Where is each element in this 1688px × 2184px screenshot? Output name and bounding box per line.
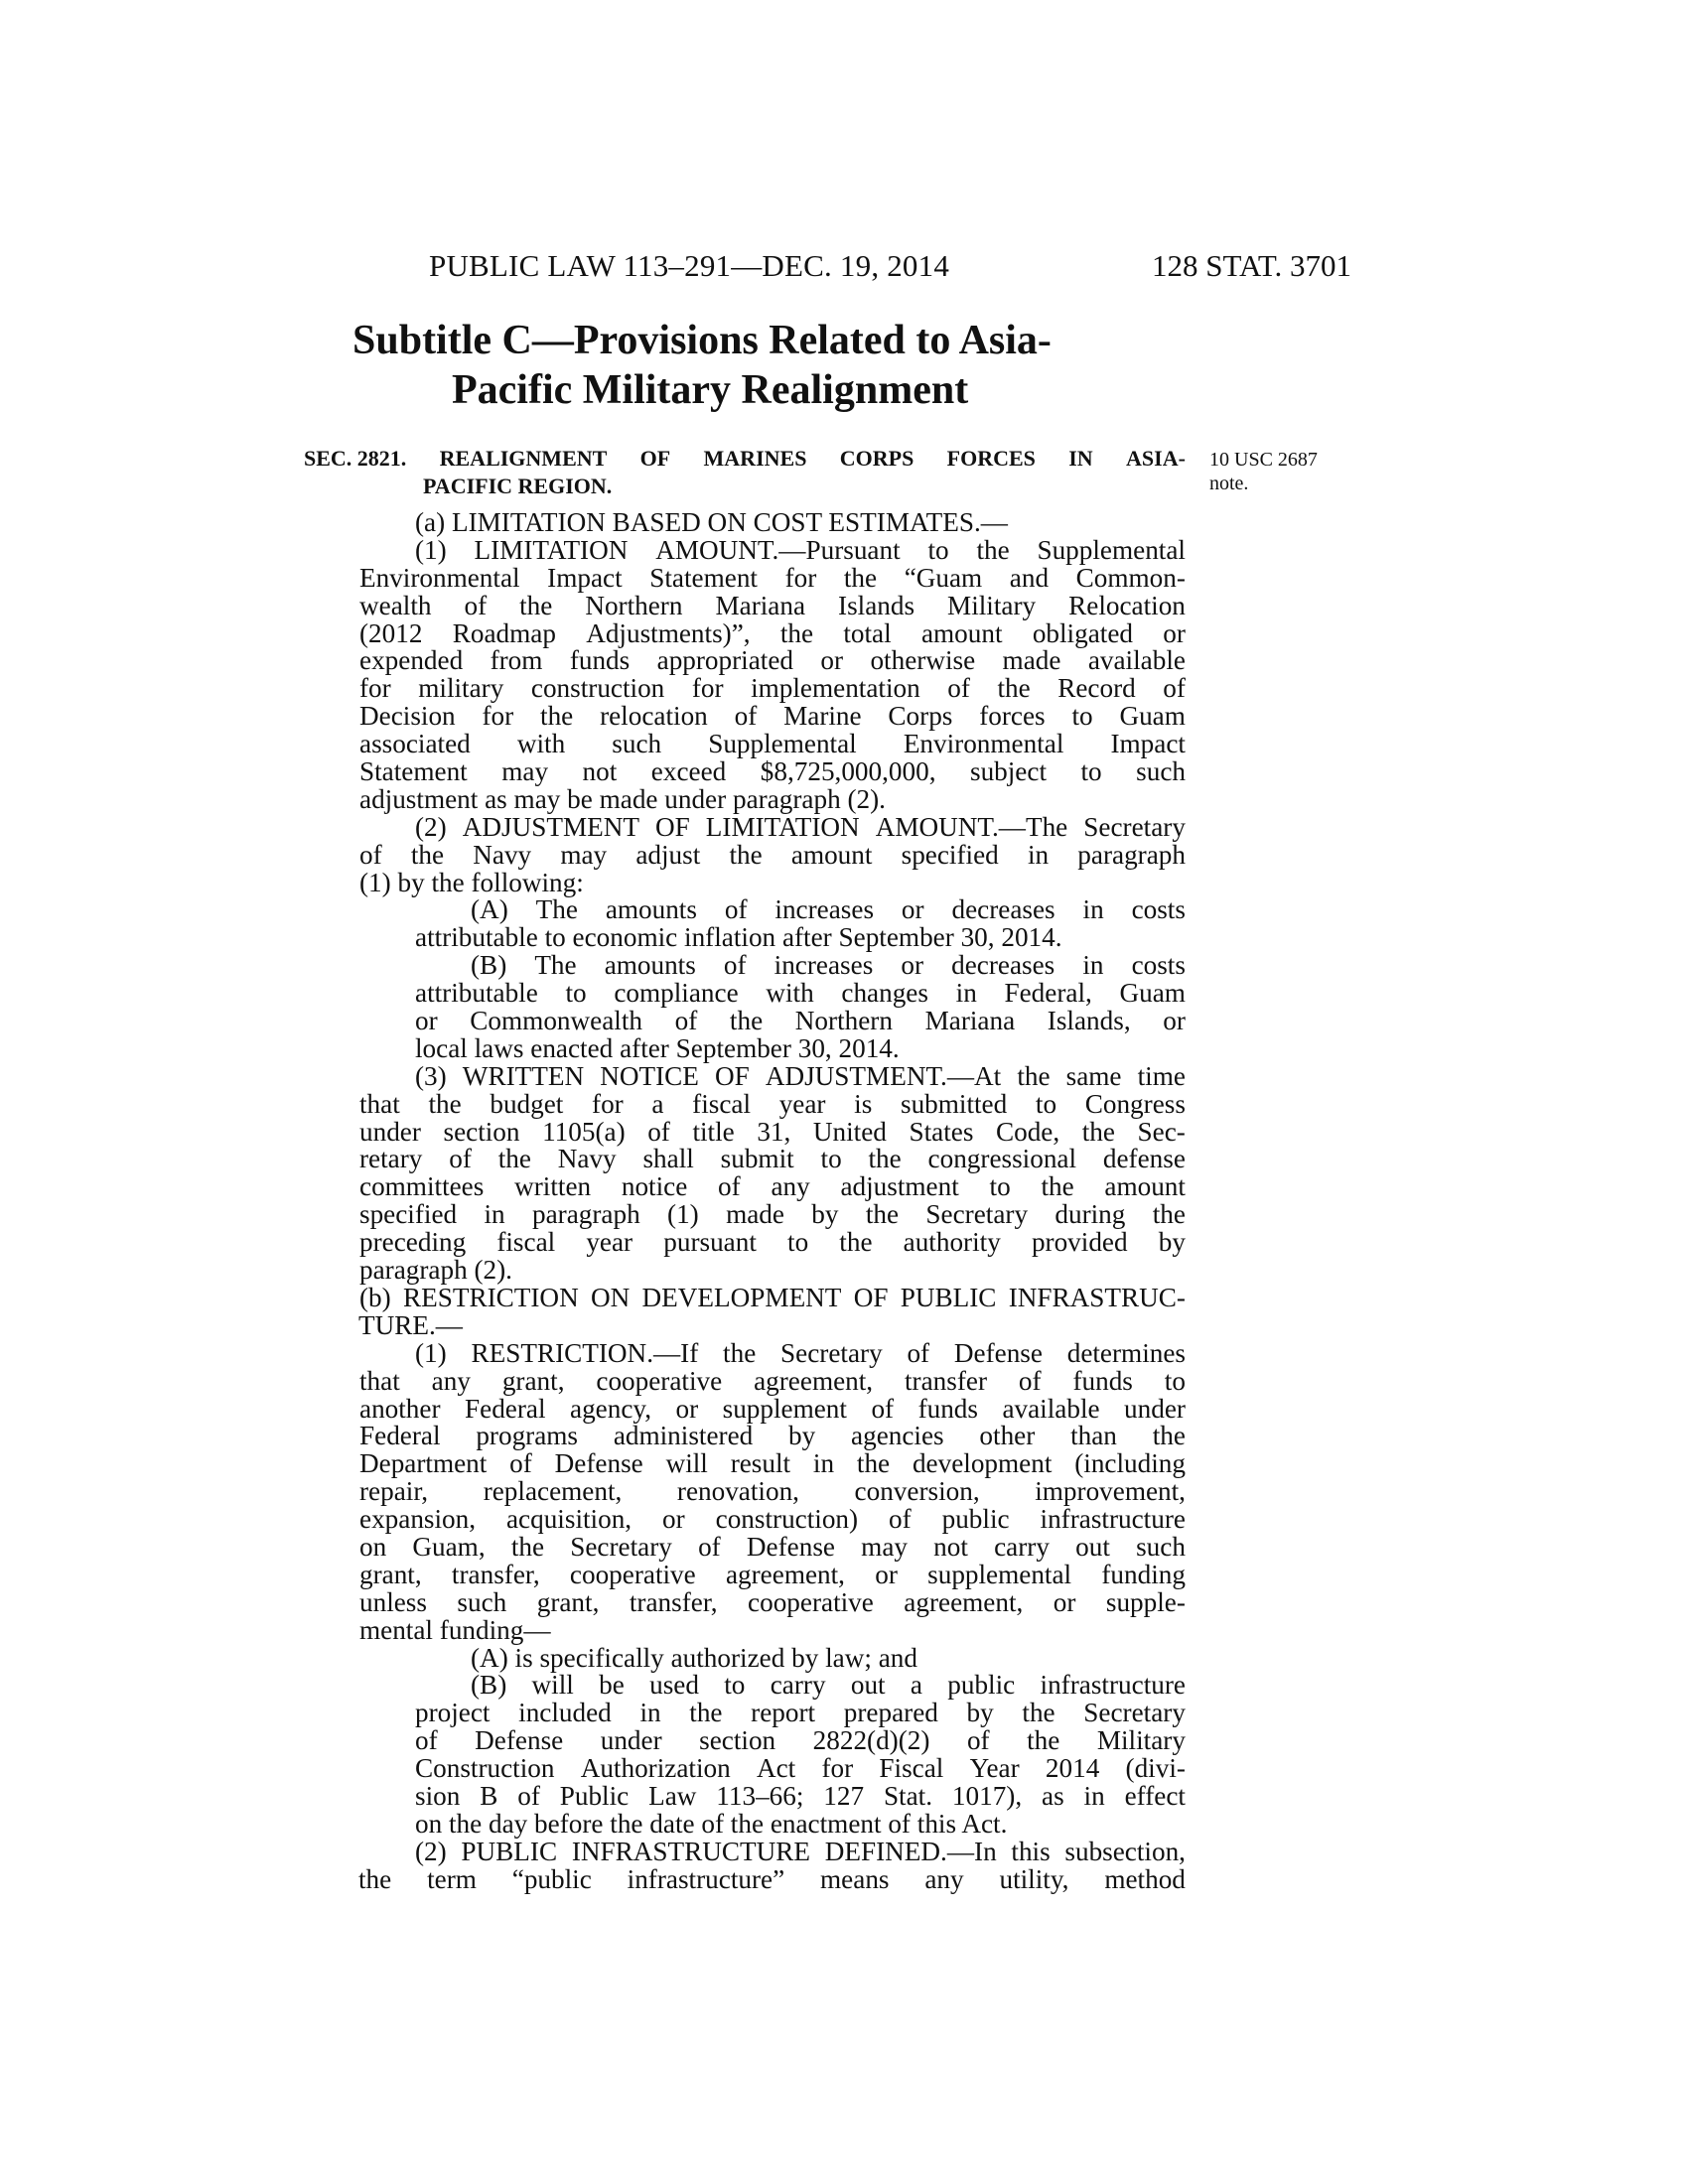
section-heading bbox=[304, 445, 1186, 500]
body-line: attributable to compliance with changes in Federal, Guam bbox=[415, 978, 1186, 1009]
section-heading-line-2: PACIFIC REGION. bbox=[423, 474, 613, 498]
body-line: mental funding— bbox=[359, 1614, 551, 1645]
section-heading-word: OF bbox=[639, 446, 671, 471]
body-line: (1) LIMITATION AMOUNT.—Pursuant to the Supplemental bbox=[415, 534, 1186, 565]
body-line: attributable to economic inflation after September 30, 2014. bbox=[415, 922, 1062, 953]
body-line: another Federal agency, or supplement of funds available under bbox=[359, 1393, 1186, 1424]
body-line: Department of Defense will result in the development (including bbox=[359, 1448, 1186, 1479]
body-line: local laws enacted after September 30, 2014. bbox=[415, 1032, 900, 1063]
section-heading-word: REALIGNMENT bbox=[439, 446, 608, 471]
body-line: under section 1105(a) of title 31, United States Code, the Sec- bbox=[359, 1116, 1186, 1147]
body-line: grant, transfer, cooperative agreement, or supplemental funding bbox=[359, 1559, 1186, 1589]
section-body bbox=[359, 509, 1186, 1894]
body-line: the term “public infrastructure” means any utility, method bbox=[358, 1863, 1186, 1894]
body-line: committees written notice of any adjustment to the amount bbox=[359, 1171, 1186, 1202]
body-line: preceding fiscal year pursuant to the authority provided by bbox=[359, 1227, 1186, 1258]
body-line: wealth of the Northern Mariana Islands Military Relocation bbox=[359, 590, 1186, 620]
margin-note-line-2: note. bbox=[1209, 473, 1249, 494]
body-line: (A) The amounts of increases or decreases in costs bbox=[471, 894, 1186, 925]
section-heading-line-1 bbox=[304, 445, 1186, 473]
body-line: (1) by the following: bbox=[359, 867, 584, 897]
running-head: PUBLIC LAW 113–291—DEC. 19, 2014 bbox=[429, 248, 950, 283]
body-line: of the Navy may adjust the amount specified in paragraph bbox=[359, 839, 1186, 870]
body-line: TURE.— bbox=[358, 1309, 463, 1340]
body-line: Construction Authorization Act for Fiscal Year 2014 (divi- bbox=[415, 1753, 1186, 1784]
body-line: (A) is specifically authorized by law; and bbox=[471, 1642, 917, 1673]
body-line: (a) LIMITATION BASED ON COST ESTIMATES.— bbox=[415, 507, 1008, 537]
body-line: on the day before the date of the enactment of this Act. bbox=[415, 1808, 1008, 1839]
body-line: specified in paragraph (1) made by the Secretary during the bbox=[359, 1199, 1186, 1230]
body-line: repair, replacement, renovation, conversion, improvement, bbox=[359, 1476, 1186, 1507]
body-line: Decision for the relocation of Marine Corps forces to Guam bbox=[359, 701, 1186, 732]
section-heading-word: IN bbox=[1068, 446, 1093, 471]
body-line: (B) will be used to carry out a public infrastructure bbox=[471, 1670, 1186, 1701]
body-line: sion B of Public Law 113–66; 127 Stat. 1017), as in effect bbox=[415, 1780, 1186, 1811]
section-heading-word: MARINES bbox=[703, 446, 807, 471]
section-number: SEC. 2821. bbox=[304, 446, 407, 471]
body-line: of Defense under section 2822(d)(2) of the Military bbox=[415, 1725, 1186, 1756]
body-line: paragraph (2). bbox=[359, 1255, 512, 1286]
body-line: or Commonwealth of the Northern Mariana Islands, or bbox=[415, 1006, 1186, 1036]
subtitle-line-1: Subtitle C—Provisions Related to Asia- bbox=[352, 318, 1052, 363]
body-line: expended from funds appropriated or otherwise made available bbox=[359, 645, 1186, 676]
margin-note-line-1: 10 USC 2687 bbox=[1209, 449, 1318, 471]
body-line: associated with such Supplemental Environmental Impact bbox=[359, 729, 1186, 759]
body-line: on Guam, the Secretary of Defense may not carry out such bbox=[359, 1531, 1186, 1562]
section-heading-word: ASIA- bbox=[1126, 446, 1186, 471]
section-heading-word: CORPS bbox=[839, 446, 914, 471]
body-line: Environmental Impact Statement for the “Guam and Common- bbox=[359, 562, 1186, 593]
body-line: (b) RESTRICTION ON DEVELOPMENT OF PUBLIC INFRASTRUC- bbox=[359, 1282, 1186, 1312]
subtitle-line-2: Pacific Military Realignment bbox=[452, 367, 969, 413]
body-line: (2) ADJUSTMENT OF LIMITATION AMOUNT.—The Secretary bbox=[415, 811, 1186, 842]
body-line: Statement may not exceed $8,725,000,000, subject to such bbox=[359, 756, 1186, 787]
body-line: (1) RESTRICTION.—If the Secretary of Defense determines bbox=[415, 1337, 1186, 1368]
body-line: that the budget for a fiscal year is submitted to Congress bbox=[359, 1088, 1186, 1119]
subtitle-heading bbox=[352, 316, 1167, 415]
body-line: retary of the Navy shall submit to the congressional defense bbox=[359, 1144, 1186, 1174]
body-line: (3) WRITTEN NOTICE OF ADJUSTMENT.—At the same time bbox=[415, 1060, 1186, 1091]
body-line: (2012 Roadmap Adjustments)”, the total amount obligated or bbox=[359, 617, 1186, 648]
body-line: unless such grant, transfer, cooperative agreement, or supple- bbox=[359, 1586, 1186, 1617]
body-line: (B) The amounts of increases or decreases in costs bbox=[471, 950, 1186, 981]
section-heading-word: FORCES bbox=[946, 446, 1036, 471]
body-line: Federal programs administered by agencies other than the bbox=[359, 1421, 1186, 1451]
margin-note bbox=[1209, 448, 1318, 495]
body-line: for military construction for implementation of the Record of bbox=[359, 673, 1186, 704]
statute-page-reference: 128 STAT. 3701 bbox=[1152, 248, 1352, 283]
body-line: that any grant, cooperative agreement, transfer of funds to bbox=[359, 1365, 1186, 1396]
body-line: expansion, acquisition, or construction) of public infrastructure bbox=[359, 1504, 1186, 1535]
body-line: project included in the report prepared by the Secretary bbox=[415, 1698, 1186, 1728]
body-line: adjustment as may be made under paragraph (2). bbox=[359, 783, 886, 814]
body-line: (2) PUBLIC INFRASTRUCTURE DEFINED.—In this subsection, bbox=[415, 1836, 1186, 1866]
